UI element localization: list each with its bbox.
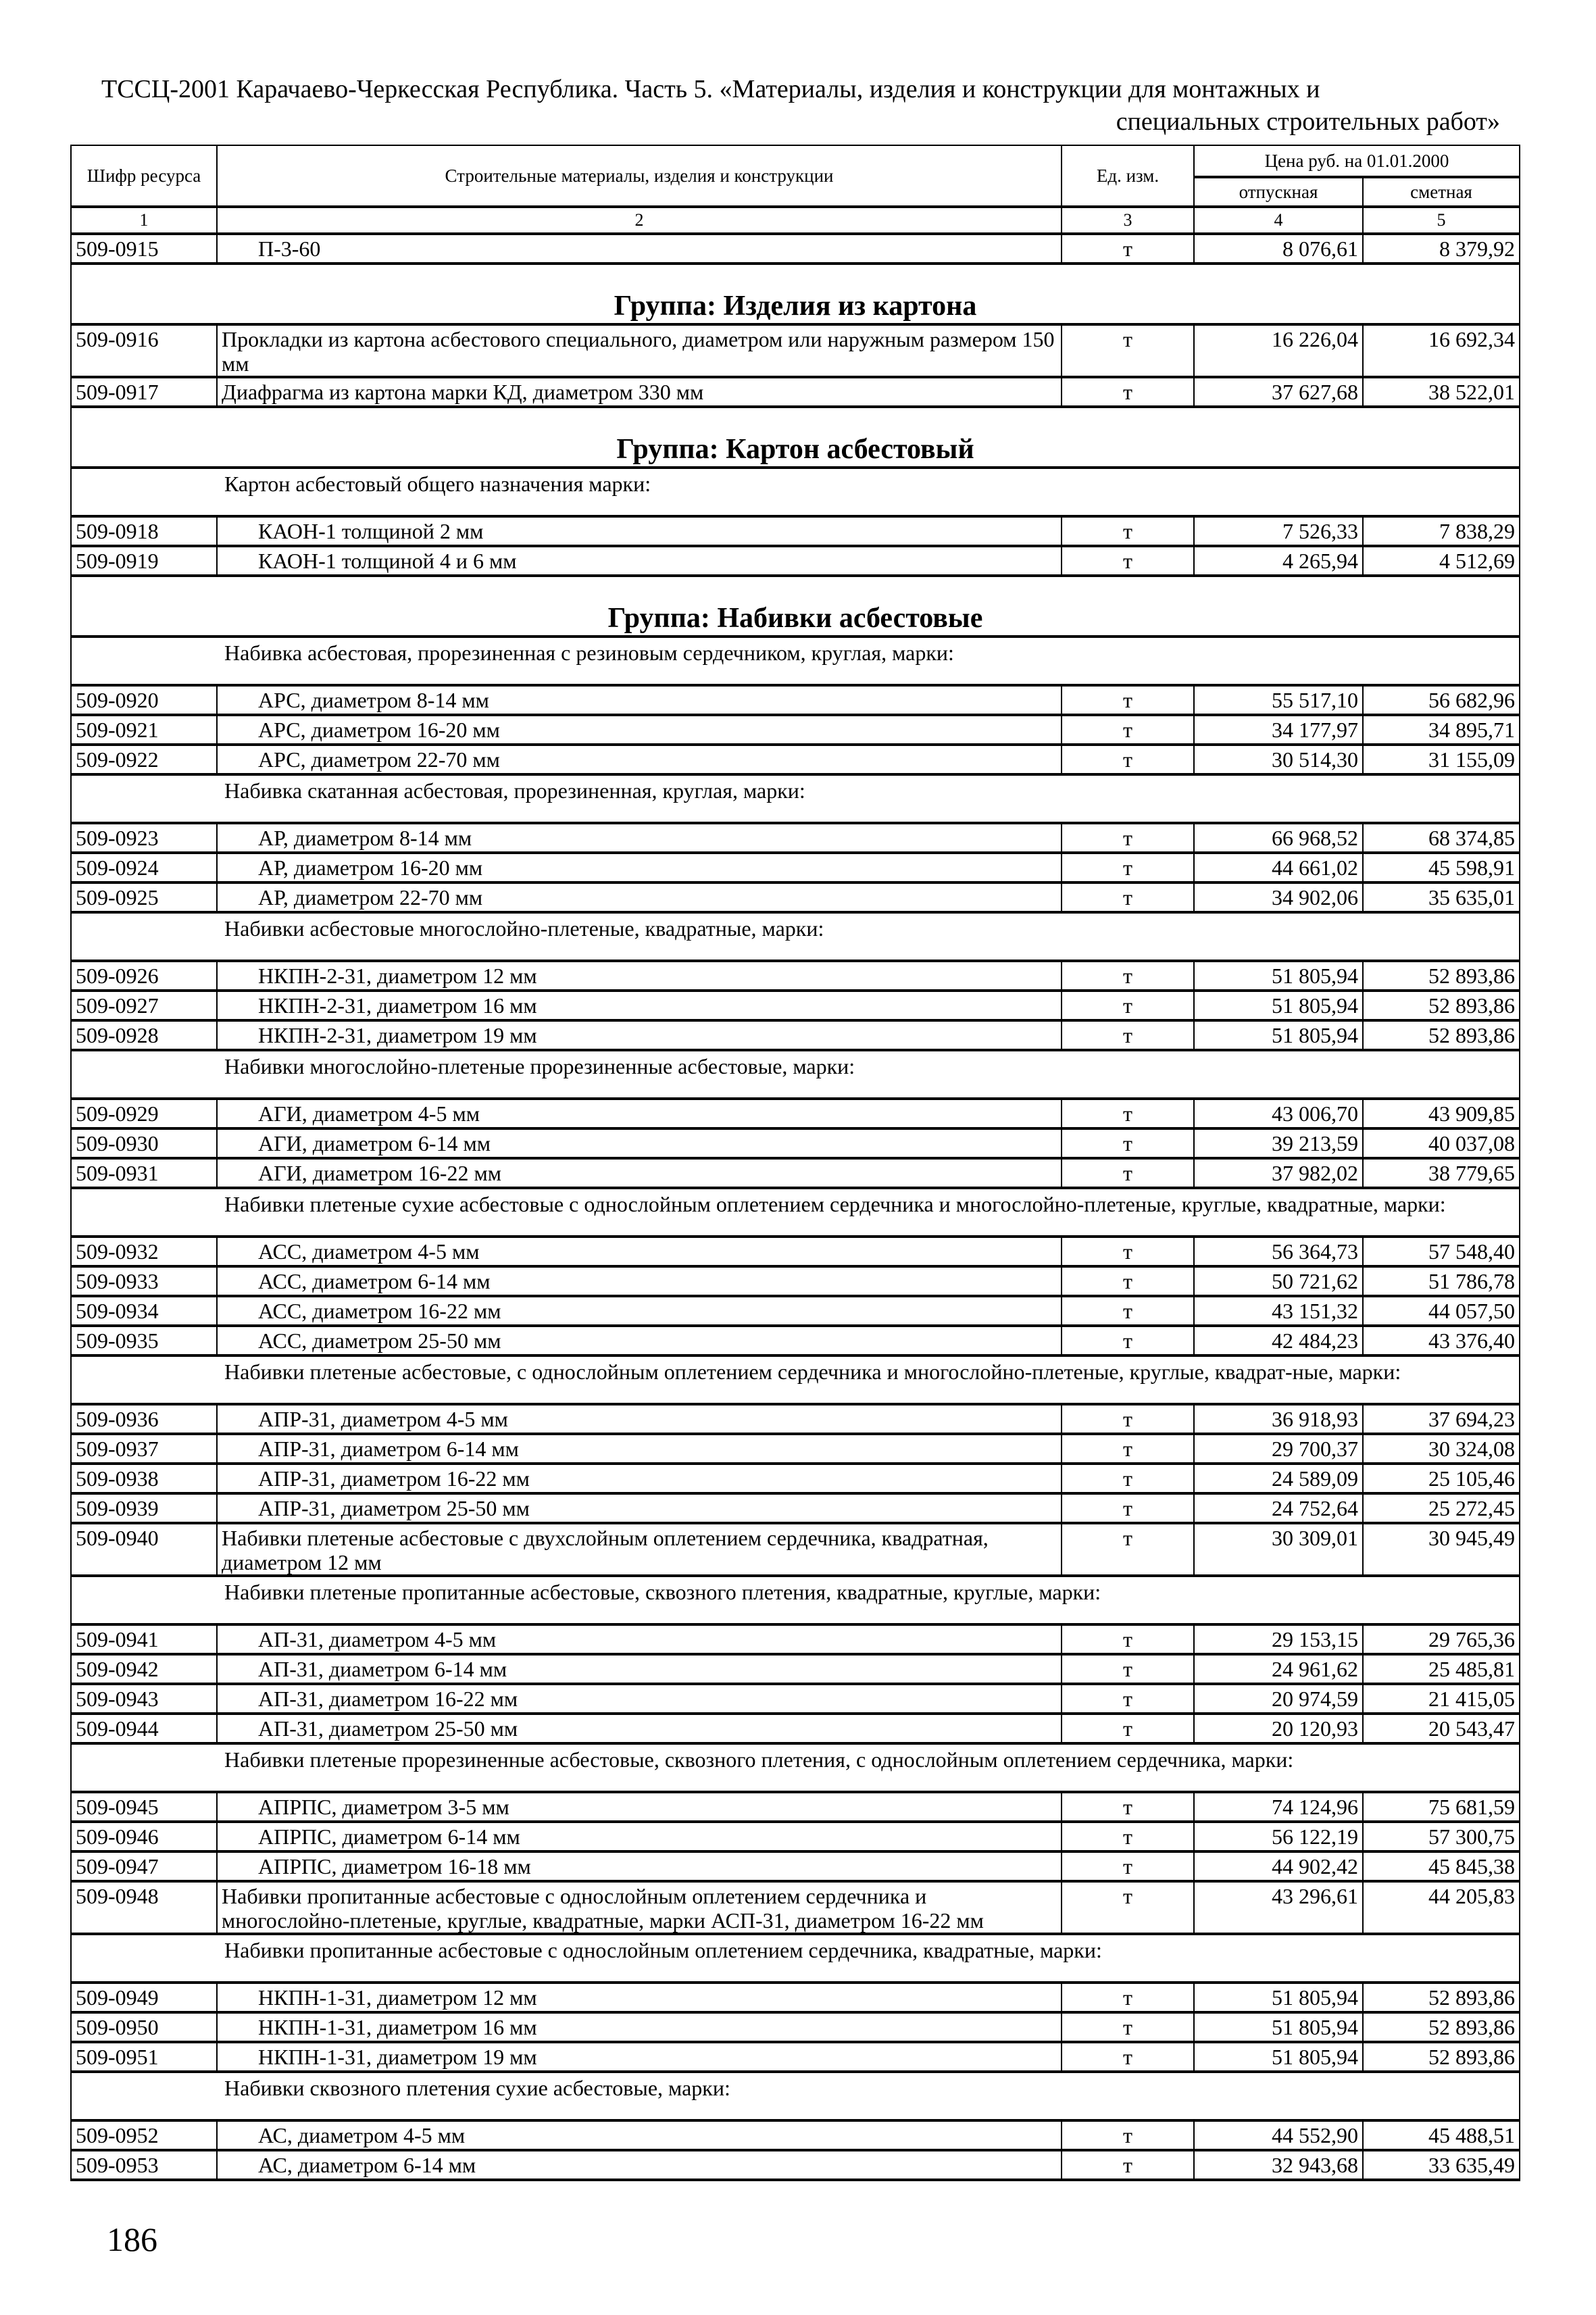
resource-code: 509-0944 <box>71 1714 217 1743</box>
subgroup-row <box>71 2072 1520 2120</box>
price-table <box>70 145 1520 2181</box>
estimate-price: 44 205,83 <box>1363 1881 1520 1934</box>
resource-code: 509-0931 <box>71 1158 217 1188</box>
material-name: АС, диаметром 6-14 мм <box>217 2150 1062 2180</box>
resource-code: 509-0929 <box>71 1099 217 1128</box>
subgroup-row <box>71 1355 1520 1404</box>
table-row <box>71 546 1520 576</box>
estimate-price: 52 893,86 <box>1363 991 1520 1020</box>
table-row <box>71 1237 1520 1266</box>
material-name: КАОН-1 толщиной 4 и 6 мм <box>217 546 1062 576</box>
estimate-price: 21 415,05 <box>1363 1684 1520 1714</box>
resource-code: 509-0941 <box>71 1624 217 1654</box>
column-header-code: Шифр ресурса <box>71 145 217 207</box>
material-name: АР, диаметром 16-20 мм <box>217 853 1062 882</box>
unit-of-measure: т <box>1062 2150 1194 2180</box>
column-number: 3 <box>1062 207 1194 234</box>
unit-of-measure: т <box>1062 2012 1194 2042</box>
table-row <box>71 1714 1520 1743</box>
table-row <box>71 1654 1520 1684</box>
estimate-price: 52 893,86 <box>1363 1020 1520 1050</box>
release-price: 50 721,62 <box>1194 1266 1363 1296</box>
release-price: 44 902,42 <box>1194 1851 1363 1881</box>
resource-code: 509-0917 <box>71 377 217 407</box>
material-name: АСС, диаметром 6-14 мм <box>217 1266 1062 1296</box>
table-row <box>71 1326 1520 1355</box>
material-name: Набивки пропитанные асбестовые с однослойным оплетением сердечника и многослойно-плетеные, круглые, квадратные, марки АСП-31, диаметром 16-22 мм <box>217 1881 1062 1934</box>
column-header-estimate-price: сметная <box>1363 177 1520 207</box>
release-price: 20 120,93 <box>1194 1714 1363 1743</box>
unit-of-measure: т <box>1062 2120 1194 2150</box>
subgroup-label: Набивки сквозного плетения сухие асбестовые, марки: <box>71 2072 1520 2120</box>
unit-of-measure: т <box>1062 1983 1194 2012</box>
estimate-price: 43 376,40 <box>1363 1326 1520 1355</box>
subgroup-label: Набивки пропитанные асбестовые с однослойным оплетением сердечника, квадратные, марки: <box>71 1934 1520 1983</box>
resource-code: 509-0938 <box>71 1464 217 1493</box>
release-price: 51 805,94 <box>1194 1983 1363 2012</box>
unit-of-measure: т <box>1062 823 1194 853</box>
table-row <box>71 823 1520 853</box>
material-name: НКПН-1-31, диаметром 16 мм <box>217 2012 1062 2042</box>
material-name: АРС, диаметром 8-14 мм <box>217 685 1062 715</box>
page-number: 186 <box>107 2220 157 2258</box>
material-name: НКПН-1-31, диаметром 12 мм <box>217 1983 1062 2012</box>
resource-code: 509-0935 <box>71 1326 217 1355</box>
unit-of-measure: т <box>1062 1654 1194 1684</box>
estimate-price: 7 838,29 <box>1363 516 1520 546</box>
unit-of-measure: т <box>1062 1326 1194 1355</box>
subgroup-row <box>71 1050 1520 1099</box>
resource-code: 509-0952 <box>71 2120 217 2150</box>
unit-of-measure: т <box>1062 1099 1194 1128</box>
unit-of-measure: т <box>1062 1296 1194 1326</box>
estimate-price: 31 155,09 <box>1363 745 1520 774</box>
subgroup-label: Набивки многослойно-плетеные прорезиненные асбестовые, марки: <box>71 1050 1520 1099</box>
material-name: НКПН-2-31, диаметром 16 мм <box>217 991 1062 1020</box>
material-name: АПРПС, диаметром 3-5 мм <box>217 1792 1062 1822</box>
unit-of-measure: т <box>1062 882 1194 912</box>
release-price: 29 700,37 <box>1194 1434 1363 1464</box>
unit-of-measure: т <box>1062 961 1194 991</box>
group-heading: Группа: Набивки асбестовые <box>71 576 1520 637</box>
resource-code: 509-0933 <box>71 1266 217 1296</box>
material-name: АП-31, диаметром 16-22 мм <box>217 1684 1062 1714</box>
column-number: 5 <box>1363 207 1520 234</box>
release-price: 51 805,94 <box>1194 1020 1363 1050</box>
estimate-price: 52 893,86 <box>1363 961 1520 991</box>
table-row <box>71 516 1520 546</box>
material-name: АП-31, диаметром 6-14 мм <box>217 1654 1062 1684</box>
release-price: 44 661,02 <box>1194 853 1363 882</box>
material-name: АПР-31, диаметром 25-50 мм <box>217 1493 1062 1523</box>
unit-of-measure: т <box>1062 324 1194 377</box>
estimate-price: 57 548,40 <box>1363 1237 1520 1266</box>
material-name: НКПН-1-31, диаметром 19 мм <box>217 2042 1062 2072</box>
release-price: 16 226,04 <box>1194 324 1363 377</box>
release-price: 51 805,94 <box>1194 2012 1363 2042</box>
unit-of-measure: т <box>1062 1851 1194 1881</box>
release-price: 42 484,23 <box>1194 1326 1363 1355</box>
table-row <box>71 1493 1520 1523</box>
table-row <box>71 1881 1520 1934</box>
resource-code: 509-0918 <box>71 516 217 546</box>
release-price: 32 943,68 <box>1194 2150 1363 2180</box>
release-price: 39 213,59 <box>1194 1128 1363 1158</box>
unit-of-measure: т <box>1062 1464 1194 1493</box>
unit-of-measure: т <box>1062 546 1194 576</box>
table-row <box>71 324 1520 377</box>
group-heading: Группа: Картон асбестовый <box>71 407 1520 468</box>
estimate-price: 16 692,34 <box>1363 324 1520 377</box>
subgroup-row <box>71 1188 1520 1237</box>
release-price: 29 153,15 <box>1194 1624 1363 1654</box>
material-name: АП-31, диаметром 4-5 мм <box>217 1624 1062 1654</box>
material-name: АРС, диаметром 16-20 мм <box>217 715 1062 745</box>
table-row <box>71 2042 1520 2072</box>
table-body <box>71 234 1520 2180</box>
table-row <box>71 685 1520 715</box>
material-name: АП-31, диаметром 25-50 мм <box>217 1714 1062 1743</box>
material-name: АГИ, диаметром 4-5 мм <box>217 1099 1062 1128</box>
unit-of-measure: т <box>1062 1523 1194 1576</box>
unit-of-measure: т <box>1062 234 1194 264</box>
material-name: АСС, диаметром 25-50 мм <box>217 1326 1062 1355</box>
table-row <box>71 1158 1520 1188</box>
unit-of-measure: т <box>1062 1128 1194 1158</box>
unit-of-measure: т <box>1062 745 1194 774</box>
table-row <box>71 234 1520 264</box>
table-row <box>71 961 1520 991</box>
release-price: 24 589,09 <box>1194 1464 1363 1493</box>
release-price: 44 552,90 <box>1194 2120 1363 2150</box>
release-price: 4 265,94 <box>1194 546 1363 576</box>
release-price: 43 296,61 <box>1194 1881 1363 1934</box>
material-name: Диафрагма из картона марки КД, диаметром 330 мм <box>217 377 1062 407</box>
resource-code: 509-0949 <box>71 1983 217 2012</box>
estimate-price: 75 681,59 <box>1363 1792 1520 1822</box>
unit-of-measure: т <box>1062 1434 1194 1464</box>
material-name: АПРПС, диаметром 16-18 мм <box>217 1851 1062 1881</box>
resource-code: 509-0943 <box>71 1684 217 1714</box>
estimate-price: 52 893,86 <box>1363 2042 1520 2072</box>
release-price: 43 006,70 <box>1194 1099 1363 1128</box>
table-row <box>71 1434 1520 1464</box>
table-row <box>71 882 1520 912</box>
estimate-price: 45 845,38 <box>1363 1851 1520 1881</box>
group-heading: Группа: Изделия из картона <box>71 264 1520 324</box>
resource-code: 509-0947 <box>71 1851 217 1881</box>
material-name: АСС, диаметром 4-5 мм <box>217 1237 1062 1266</box>
estimate-price: 35 635,01 <box>1363 882 1520 912</box>
resource-code: 509-0945 <box>71 1792 217 1822</box>
resource-code: 509-0951 <box>71 2042 217 2072</box>
table-row <box>71 1822 1520 1851</box>
estimate-price: 38 779,65 <box>1363 1158 1520 1188</box>
estimate-price: 52 893,86 <box>1363 1983 1520 2012</box>
subgroup-label: Набивка асбестовая, прорезиненная с резиновым сердечником, круглая, марки: <box>71 637 1520 685</box>
material-name: АГИ, диаметром 16-22 мм <box>217 1158 1062 1188</box>
unit-of-measure: т <box>1062 1237 1194 1266</box>
material-name: КАОН-1 толщиной 2 мм <box>217 516 1062 546</box>
material-name: АГИ, диаметром 6-14 мм <box>217 1128 1062 1158</box>
column-header-price-group: Цена руб. на 01.01.2000 <box>1194 145 1520 177</box>
material-name: АПРПС, диаметром 6-14 мм <box>217 1822 1062 1851</box>
table-row <box>71 1684 1520 1714</box>
subgroup-row <box>71 774 1520 823</box>
unit-of-measure: т <box>1062 516 1194 546</box>
resource-code: 509-0950 <box>71 2012 217 2042</box>
release-price: 37 627,68 <box>1194 377 1363 407</box>
release-price: 7 526,33 <box>1194 516 1363 546</box>
resource-code: 509-0921 <box>71 715 217 745</box>
estimate-price: 25 105,46 <box>1363 1464 1520 1493</box>
estimate-price: 25 272,45 <box>1363 1493 1520 1523</box>
subgroup-label: Набивки плетеные пропитанные асбестовые, сквозного плетения, квадратные, круглые, марки: <box>71 1576 1520 1624</box>
material-name: АПР-31, диаметром 4-5 мм <box>217 1404 1062 1434</box>
column-number-row <box>71 207 1520 234</box>
table-row <box>71 1296 1520 1326</box>
table-row <box>71 715 1520 745</box>
resource-code: 509-0936 <box>71 1404 217 1434</box>
resource-code: 509-0937 <box>71 1434 217 1464</box>
subgroup-label: Набивки плетеные прорезиненные асбестовые, сквозного плетения, с однослойным оплетением сердечника, марки: <box>71 1743 1520 1792</box>
table-row <box>71 1464 1520 1493</box>
release-price: 51 805,94 <box>1194 2042 1363 2072</box>
material-name: АСС, диаметром 16-22 мм <box>217 1296 1062 1326</box>
release-price: 55 517,10 <box>1194 685 1363 715</box>
document-title <box>101 73 1500 138</box>
material-name: АПР-31, диаметром 6-14 мм <box>217 1434 1062 1464</box>
table-row <box>71 853 1520 882</box>
unit-of-measure: т <box>1062 1266 1194 1296</box>
resource-code: 509-0928 <box>71 1020 217 1050</box>
release-price: 34 902,06 <box>1194 882 1363 912</box>
table-row <box>71 1851 1520 1881</box>
column-header-unit: Ед. изм. <box>1062 145 1194 207</box>
table-row <box>71 1523 1520 1576</box>
column-header-name: Строительные материалы, изделия и конструкции <box>217 145 1062 207</box>
estimate-price: 45 598,91 <box>1363 853 1520 882</box>
unit-of-measure: т <box>1062 1404 1194 1434</box>
estimate-price: 25 485,81 <box>1363 1654 1520 1684</box>
subgroup-label: Набивка скатанная асбестовая, прорезиненная, круглая, марки: <box>71 774 1520 823</box>
estimate-price: 20 543,47 <box>1363 1714 1520 1743</box>
resource-code: 509-0922 <box>71 745 217 774</box>
table-row <box>71 2150 1520 2180</box>
estimate-price: 45 488,51 <box>1363 2120 1520 2150</box>
column-number: 4 <box>1194 207 1363 234</box>
unit-of-measure: т <box>1062 377 1194 407</box>
estimate-price: 30 945,49 <box>1363 1523 1520 1576</box>
table-row <box>71 2120 1520 2150</box>
estimate-price: 52 893,86 <box>1363 2012 1520 2042</box>
resource-code: 509-0932 <box>71 1237 217 1266</box>
release-price: 30 309,01 <box>1194 1523 1363 1576</box>
subgroup-row <box>71 912 1520 961</box>
estimate-price: 38 522,01 <box>1363 377 1520 407</box>
material-name: АР, диаметром 22-70 мм <box>217 882 1062 912</box>
resource-code: 509-0923 <box>71 823 217 853</box>
estimate-price: 43 909,85 <box>1363 1099 1520 1128</box>
estimate-price: 44 057,50 <box>1363 1296 1520 1326</box>
group-heading-row <box>71 407 1520 468</box>
table-row <box>71 1624 1520 1654</box>
release-price: 43 151,32 <box>1194 1296 1363 1326</box>
subgroup-label: Набивки плетеные сухие асбестовые с однослойным оплетением сердечника и многослойно-плетеные, круглые, квадратные, марки: <box>71 1188 1520 1237</box>
material-name: АС, диаметром 4-5 мм <box>217 2120 1062 2150</box>
subgroup-row <box>71 637 1520 685</box>
release-price: 56 364,73 <box>1194 1237 1363 1266</box>
resource-code: 509-0916 <box>71 324 217 377</box>
estimate-price: 4 512,69 <box>1363 546 1520 576</box>
resource-code: 509-0927 <box>71 991 217 1020</box>
table-row <box>71 991 1520 1020</box>
estimate-price: 56 682,96 <box>1363 685 1520 715</box>
column-header-release-price: отпускная <box>1194 177 1363 207</box>
release-price: 56 122,19 <box>1194 1822 1363 1851</box>
subgroup-row <box>71 468 1520 516</box>
table-row <box>71 745 1520 774</box>
material-name: НКПН-2-31, диаметром 12 мм <box>217 961 1062 991</box>
resource-code: 509-0926 <box>71 961 217 991</box>
release-price: 24 752,64 <box>1194 1493 1363 1523</box>
material-name: П-3-60 <box>217 234 1062 264</box>
unit-of-measure: т <box>1062 1822 1194 1851</box>
document-title-line-2: специальных строительных работ» <box>1116 107 1500 136</box>
unit-of-measure: т <box>1062 1792 1194 1822</box>
document-title-line-1: ТССЦ-2001 Карачаево-Черкесская Республика. Часть 5. «Материалы, изделия и конструкции для монтажных и <box>101 75 1320 103</box>
unit-of-measure: т <box>1062 1684 1194 1714</box>
column-number: 1 <box>71 207 217 234</box>
estimate-price: 68 374,85 <box>1363 823 1520 853</box>
estimate-price: 34 895,71 <box>1363 715 1520 745</box>
material-name: НКПН-2-31, диаметром 19 мм <box>217 1020 1062 1050</box>
release-price: 37 982,02 <box>1194 1158 1363 1188</box>
unit-of-measure: т <box>1062 1624 1194 1654</box>
release-price: 30 514,30 <box>1194 745 1363 774</box>
estimate-price: 33 635,49 <box>1363 2150 1520 2180</box>
material-name: АРС, диаметром 22-70 мм <box>217 745 1062 774</box>
subgroup-label: Набивки плетеные асбестовые, с однослойным оплетением сердечника и многослойно-плетеные, круглые, квадрат-ные, марки: <box>71 1355 1520 1404</box>
column-number: 2 <box>217 207 1062 234</box>
material-name: Прокладки из картона асбестового специального, диаметром или наружным размером 150 мм <box>217 324 1062 377</box>
subgroup-row <box>71 1934 1520 1983</box>
resource-code: 509-0924 <box>71 853 217 882</box>
unit-of-measure: т <box>1062 1158 1194 1188</box>
table-row <box>71 1020 1520 1050</box>
release-price: 74 124,96 <box>1194 1792 1363 1822</box>
release-price: 34 177,97 <box>1194 715 1363 745</box>
resource-code: 509-0920 <box>71 685 217 715</box>
group-heading-row <box>71 576 1520 637</box>
unit-of-measure: т <box>1062 1493 1194 1523</box>
resource-code: 509-0953 <box>71 2150 217 2180</box>
subgroup-label: Картон асбестовый общего назначения марки: <box>71 468 1520 516</box>
material-name: АР, диаметром 8-14 мм <box>217 823 1062 853</box>
estimate-price: 37 694,23 <box>1363 1404 1520 1434</box>
table-row <box>71 1266 1520 1296</box>
release-price: 51 805,94 <box>1194 991 1363 1020</box>
table-row <box>71 1099 1520 1128</box>
material-name: АПР-31, диаметром 16-22 мм <box>217 1464 1062 1493</box>
unit-of-measure: т <box>1062 685 1194 715</box>
estimate-price: 51 786,78 <box>1363 1266 1520 1296</box>
resource-code: 509-0939 <box>71 1493 217 1523</box>
estimate-price: 8 379,92 <box>1363 234 1520 264</box>
subgroup-label: Набивки асбестовые многослойно-плетеные, квадратные, марки: <box>71 912 1520 961</box>
resource-code: 509-0915 <box>71 234 217 264</box>
resource-code: 509-0948 <box>71 1881 217 1934</box>
release-price: 66 968,52 <box>1194 823 1363 853</box>
resource-code: 509-0940 <box>71 1523 217 1576</box>
release-price: 51 805,94 <box>1194 961 1363 991</box>
table-row <box>71 2012 1520 2042</box>
release-price: 24 961,62 <box>1194 1654 1363 1684</box>
estimate-price: 57 300,75 <box>1363 1822 1520 1851</box>
release-price: 36 918,93 <box>1194 1404 1363 1434</box>
unit-of-measure: т <box>1062 2042 1194 2072</box>
resource-code: 509-0930 <box>71 1128 217 1158</box>
unit-of-measure: т <box>1062 991 1194 1020</box>
unit-of-measure: т <box>1062 1714 1194 1743</box>
group-heading-row <box>71 264 1520 324</box>
resource-code: 509-0925 <box>71 882 217 912</box>
unit-of-measure: т <box>1062 715 1194 745</box>
subgroup-row <box>71 1743 1520 1792</box>
table-row <box>71 1792 1520 1822</box>
table-row <box>71 1128 1520 1158</box>
estimate-price: 30 324,08 <box>1363 1434 1520 1464</box>
unit-of-measure: т <box>1062 1881 1194 1934</box>
resource-code: 509-0934 <box>71 1296 217 1326</box>
subgroup-row <box>71 1576 1520 1624</box>
estimate-price: 40 037,08 <box>1363 1128 1520 1158</box>
estimate-price: 29 765,36 <box>1363 1624 1520 1654</box>
unit-of-measure: т <box>1062 853 1194 882</box>
table-row <box>71 1404 1520 1434</box>
resource-code: 509-0942 <box>71 1654 217 1684</box>
release-price: 8 076,61 <box>1194 234 1363 264</box>
material-name: Набивки плетеные асбестовые с двухслойным оплетением сердечника, квадратная, диаметром 12 мм <box>217 1523 1062 1576</box>
release-price: 20 974,59 <box>1194 1684 1363 1714</box>
table-row <box>71 1983 1520 2012</box>
resource-code: 509-0946 <box>71 1822 217 1851</box>
resource-code: 509-0919 <box>71 546 217 576</box>
table-row <box>71 377 1520 407</box>
unit-of-measure: т <box>1062 1020 1194 1050</box>
